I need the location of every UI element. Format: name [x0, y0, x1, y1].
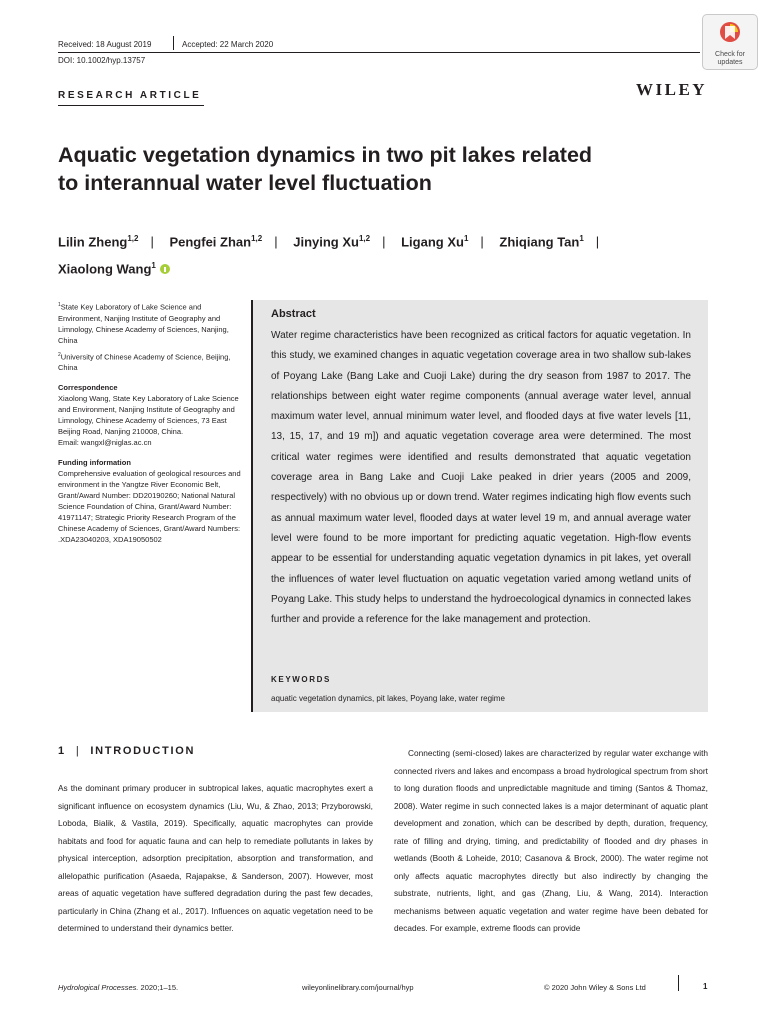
footer-citation [58, 983, 178, 992]
correspondence-heading: Correspondence [58, 383, 118, 392]
body-column-left: As the dominant primary producer in subtropical lakes, aquatic macrophytes exert a significant influence on ecosystem dynamics (Liu, Wu, & Zhao, 2013; Przyborowski, Loboda, Bialik, & Vastila, 2019). Specifically, aquatic macrophytes can provide habitats and food for aquatic fauna and can help to remediate pollutants in lakes by physical interception, adsorption precipitation, absorption and transformation, and allelopathic purification (Asaeda, Rajapakse, & Sanderson, 2007). However, most areas of aquatic vegetation have suffered degradation during the past few decades, particularly in China (Zhang et al., 2017). Influences on aquatic vegetation need to be determined to understand their dynamics better. [58, 783, 373, 933]
author-list: Lilin Zheng$^{1,2}$ | Pengfei Zhan$^{1,2}$ | Jinying Xu$^{1,2}$ | Ligang Xu$^1$ | Zhiqiang Tan$^1$ | Xiaolong Wang$^1$ [58, 234, 600, 277]
author-affiliation: 1 [463, 234, 469, 243]
body-paragraph: Connecting (semi-closed) lakes are characterized by regular water exchange with connected rivers and lakes and encompass a broad hydrological spectrum from short to long duration floods and unpredictable magnitude and timing (Santos & Thomaz, 2008). Water regime in such connected lakes is a major determinant of aquatic plant development and zonation, which can be described by depth, duration, frequency, rate of filling and drying, timing, and predictability of flooded and dry phases in wetlands (Booth & Loheide, 2010; Casanova & Brock, 2000). The water regime not only affects aquatic macrophytes directly but also indirectly by changing the substrate, nutrients, light, and gas (Zhang, Liu, & Wang, 2014). Interaction mechanisms between aquatic vegetation and water regime have been debated for decades. For example, extreme floods can provide [394, 748, 708, 933]
article-info-column [58, 300, 243, 554]
affiliation-1: State Key Laboratory of Lake Science and Environment, Nanjing Institute of Geography and Limnology, Chinese Academy of Sciences, Nanjing, China [58, 302, 229, 345]
funding-text: Comprehensive evaluation of geological resources and environment in the Yangtze River Economic Belt, Grant/Award Number: DD20190260; National Natural Science Foundation of China, Grant/Award Number: 41971147; Strategic Priority Research Program of the Chinese Academy of Sciences, Grant/Award Numbers: .XDA23040203, XDA19050502 [58, 469, 241, 544]
keywords-heading: KEYWORDS [271, 675, 331, 684]
author-affiliation: 1 [151, 261, 156, 271]
header-separator [173, 36, 174, 50]
article-type: RESEARCH ARTICLE [58, 90, 202, 101]
section-title: INTRODUCTION [90, 745, 196, 757]
title-line-2: to interannual water level fluctuation [58, 171, 432, 195]
body-column-right [394, 745, 708, 938]
footer-copyright: © 2020 John Wiley & Sons Ltd [544, 983, 646, 992]
funding-heading: Funding information [58, 458, 131, 467]
footer-separator [678, 975, 679, 991]
abstract-body: Water regime characteristics have been recognized as critical factors for aquatic vegetation. In this study, we examined changes in aquatic vegetation coverage area in two shallow sub-lakes of Poyang Lake (Bang Lake and Cuoji Lake) during the dry season from 1987 to 2017. The relationships between eight water regime components (annual average water level, annual maximum water level, annual minimum water level, and flooded days at five water levels [11, 13, 15, 17, and 19 m]) and aquatic vegetation coverage area were determined. The most critical water regimes were identified and results demonstrated that aquatic vegetation coverage area in Bang Lake and Cuoji Lake peaked in drier years (2005 and 2009, respectively) with no obvious up or down trend. Water regimes indicating high flow events such as annual maximum water level, flooded days at water level 19 m, and annual average water level were found to be more important for predicting aquatic vegetation. High-flow events appear to be essential for understanding aquatic vegetation dynamics in pit lakes, yet overall the influences of water level fluctuation on aquatic vegetation varied among wetland units of Poyang Lake. This study helps to understand the hydroecological dynamics in connected lakes further and provide a reference for the lake management and protection. [271, 330, 691, 626]
journal-name: Hydrological Processes. [58, 983, 139, 992]
check-updates-icon [719, 21, 741, 43]
correspondence-text: Xiaolong Wang, State Key Laboratory of Lake Science and Environment, Nanjing Institute of Geography and Limnology, Chinese Academy of Sciences, 73 East Beijing Road, Nanjing 210008, China. [58, 394, 239, 436]
publisher-logo: WILEY [636, 80, 708, 99]
section-number: 1 [58, 745, 66, 757]
correspondence-email[interactable]: Email: wangxl@niglas.ac.cn [58, 438, 152, 447]
funding [58, 457, 243, 545]
abstract-heading: Abstract [271, 308, 316, 320]
author-affiliation: 1,2 [127, 234, 139, 243]
check-updates-label-2: updates [717, 59, 743, 66]
author-affiliation: 1 [579, 234, 584, 243]
author-name[interactable]: Zhiqiang Tan [499, 234, 580, 250]
check-updates-label-1: Check for [715, 51, 745, 58]
author-name[interactable]: Pengfei Zhan [169, 234, 252, 250]
title-line-1: Aquatic vegetation dynamics in two pit lakes related [58, 143, 593, 167]
affiliation-2: University of Chinese Academy of Science, Beijing, China [58, 352, 231, 372]
author-affiliation: 1,2 [358, 234, 371, 243]
author-name[interactable]: Xiaolong Wang [58, 261, 152, 277]
article-type-underline [58, 105, 204, 106]
author-name[interactable]: Ligang Xu [401, 234, 464, 250]
author-name[interactable]: Jinying Xu [293, 234, 359, 250]
journal-year-pages: 2020;1–15. [138, 983, 179, 992]
header-rule [58, 52, 700, 53]
doi[interactable]: DOI: 10.1002/hyp.13757 [58, 56, 146, 65]
received-date: Received: 18 August 2019 [58, 40, 152, 49]
correspondence [58, 382, 243, 448]
footer-url[interactable]: wileyonlinelibrary.com/journal/hyp [302, 983, 414, 992]
section-separator: | [75, 745, 81, 757]
check-for-updates-button[interactable] [702, 14, 758, 70]
section-heading [58, 745, 195, 757]
article-title [58, 141, 618, 197]
keywords: aquatic vegetation dynamics, pit lakes, Poyang lake, water regime [271, 694, 505, 703]
orcid-icon[interactable] [160, 264, 170, 274]
author-name[interactable]: Lilin Zheng [58, 234, 128, 250]
affiliations: $^1$State Key Laboratory of Lake Science and Environment, Nanjing Institute of Geography and Limnology, Chinese Academy of Sciences, Nanjing, China $^2$University of Chinese Academy of Science, Beijing, China [58, 302, 231, 372]
abstract-box [251, 300, 708, 712]
author-affiliation: 1,2 [251, 234, 263, 243]
accepted-date: Accepted: 22 March 2020 [182, 40, 274, 49]
page-number: 1 [703, 982, 708, 991]
